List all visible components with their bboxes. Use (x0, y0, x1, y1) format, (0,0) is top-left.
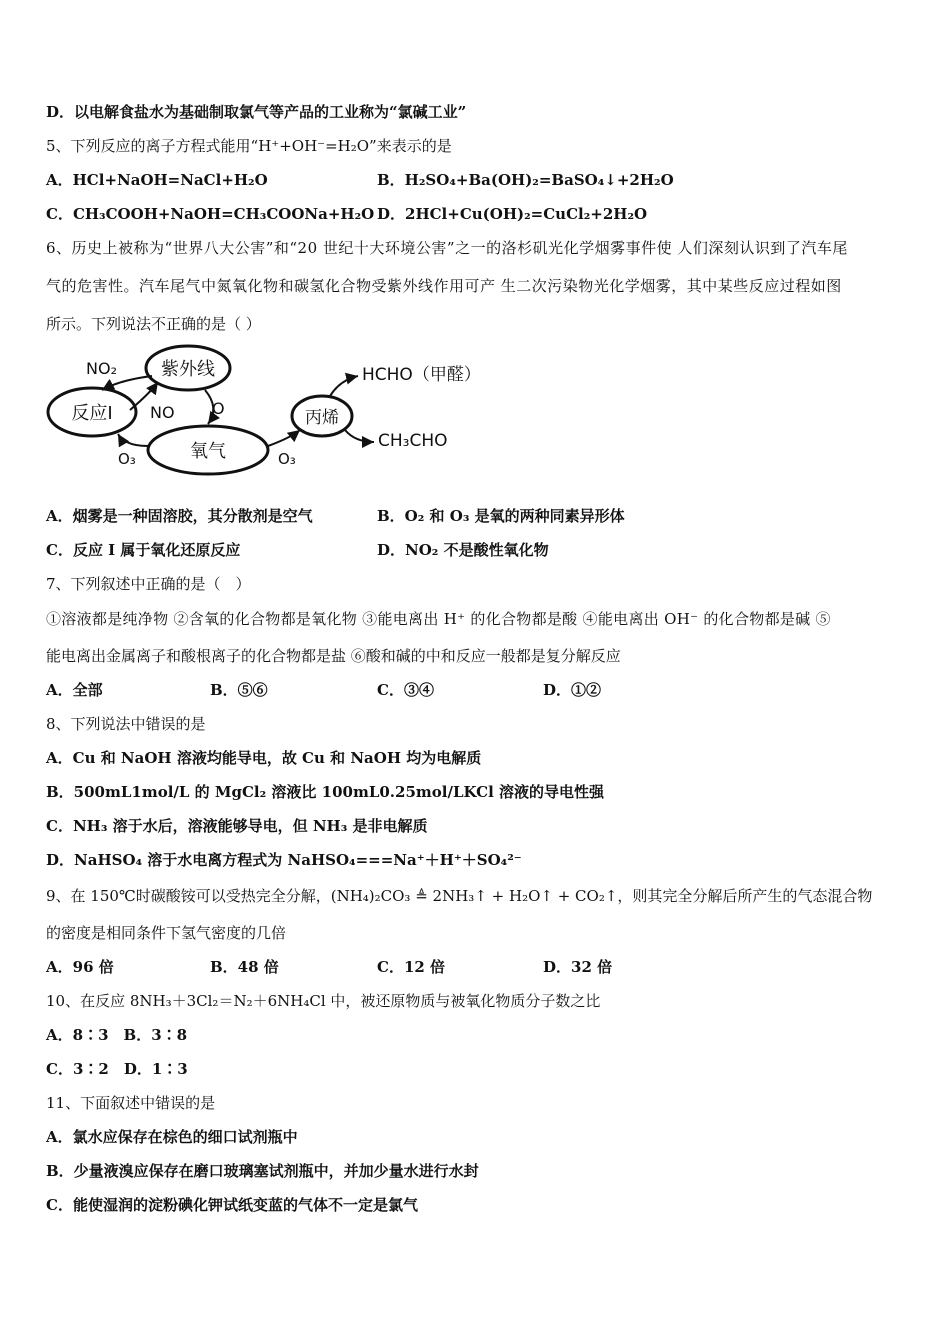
question-6-line-3: 所示。下列说法不正确的是（ ） (46, 315, 261, 333)
q11-option-a: A．氯水应保存在棕色的细口试剂瓶中 (46, 1128, 298, 1146)
q8-option-d: D．NaHSO₄ 溶于水电离方程式为 NaHSO₄===Na⁺＋H⁺＋SO₄²⁻ (46, 851, 522, 869)
q7-option-a: A．全部 (46, 681, 103, 699)
q5-option-c: C．CH₃COOH+NaOH=CH₃COONa+H₂O (46, 205, 375, 223)
ch3cho-label: CH₃CHO (378, 431, 448, 451)
question-10: 10、在反应 8NH₃＋3Cl₂＝N₂＋6NH₄Cl 中，被还原物质与被氧化物质分子数之比 (46, 992, 601, 1010)
reaction1-label: 反应I (71, 403, 113, 424)
q6-option-c: C．反应 I 属于氧化还原反应 (46, 541, 241, 559)
q10-options-ab: A．8∶3 B．3∶8 (46, 1026, 188, 1044)
q11-option-c: C．能使湿润的淀粉碘化钾试纸变蓝的气体不一定是氯气 (46, 1196, 418, 1214)
hcho-label: HCHO（甲醛） (362, 365, 481, 385)
o-label: O (212, 399, 225, 418)
oxygen-label: 氧气 (190, 441, 226, 462)
q10-options-cd: C．3∶2 D．1∶3 (46, 1060, 188, 1078)
q9-option-a: A．96 倍 (46, 958, 114, 976)
o3-left-label: O₃ (118, 450, 136, 468)
q5-option-a: A．HCl+NaOH=NaCl+H₂O (46, 171, 268, 189)
propene-label: 丙烯 (305, 408, 339, 428)
o3-right-label: O₃ (278, 450, 296, 468)
prev-option-d: D．以电解食盐水为基础制取氯气等产品的工业称为“氯碱工业” (46, 103, 467, 121)
question-7-statements-2: 能电离出金属离子和酸根离子的化合物都是盐 ⑥酸和碱的中和反应一般都是复分解反应 (46, 647, 621, 665)
uv-label: 紫外线 (161, 359, 215, 380)
question-11: 11、下面叙述中错误的是 (46, 1094, 216, 1112)
no-label: NO (150, 403, 175, 422)
q5-option-d: D．2HCl+Cu(OH)₂=CuCl₂+2H₂O (377, 205, 648, 223)
q11-option-b: B．少量液溴应保存在磨口玻璃塞试剂瓶中，并加少量水进行水封 (46, 1162, 479, 1180)
question-6-line-1: 6、历史上被称为“世界八大公害”和“20 世纪十大环境公害”之一的洛杉矶光化学烟雾事件使 人们深刻认识到了汽车尾 (46, 239, 848, 257)
question-6-line-2: 气的危害性。汽车尾气中氮氧化物和碳氢化合物受紫外线作用可产 生二次污染物光化学烟雾，其中某些反应过程如图 (46, 277, 842, 295)
question-7-statements-1: ①溶液都是纯净物 ②含氧的化合物都是氧化物 ③能电离出 H⁺ 的化合物都是酸 ④能电离出 OH⁻ 的化合物都是碱 ⑤ (46, 610, 831, 628)
q8-option-a: A．Cu 和 NaOH 溶液均能导电，故 Cu 和 NaOH 均为电解质 (46, 749, 482, 767)
question-5: 5、下列反应的离子方程式能用“H⁺+OH⁻=H₂O”来表示的是 (46, 137, 452, 155)
question-9-line-2: 的密度是相同条件下氢气密度的几倍 (46, 924, 287, 942)
q7-option-d: D．①② (543, 681, 602, 699)
photochemical-smog-diagram (40, 338, 500, 478)
q9-option-d: D．32 倍 (543, 958, 613, 976)
question-8: 8、下列说法中错误的是 (46, 715, 206, 733)
q5-option-b: B．H₂SO₄+Ba(OH)₂=BaSO₄↓+2H₂O (377, 171, 674, 189)
q9-option-c: C．12 倍 (377, 958, 446, 976)
q6-option-d: D．NO₂ 不是酸性氧化物 (377, 541, 549, 559)
q6-option-b: B．O₂ 和 O₃ 是氧的两种同素异形体 (377, 507, 625, 525)
q8-option-b: B．500mL1mol/L 的 MgCl₂ 溶液比 100mL0.25mol/LKCl 溶液的导电性强 (46, 783, 604, 801)
question-7: 7、下列叙述中正确的是（ ） (46, 575, 251, 593)
q6-option-a: A．烟雾是一种固溶胶，其分散剂是空气 (46, 507, 313, 525)
no2-label: NO₂ (86, 359, 117, 378)
q7-option-b: B．⑤⑥ (210, 681, 268, 699)
question-9-line-1: 9、在 150℃时碳酸铵可以受热完全分解，(NH₄)₂CO₃ ≜ 2NH₃↑ + H₂O↑ + CO₂↑，则其完全分解后所产生的气态混合物 (46, 887, 873, 905)
q9-option-b: B．48 倍 (210, 958, 279, 976)
q8-option-c: C．NH₃ 溶于水后，溶液能够导电，但 NH₃ 是非电解质 (46, 817, 428, 835)
q7-option-c: C．③④ (377, 681, 434, 699)
